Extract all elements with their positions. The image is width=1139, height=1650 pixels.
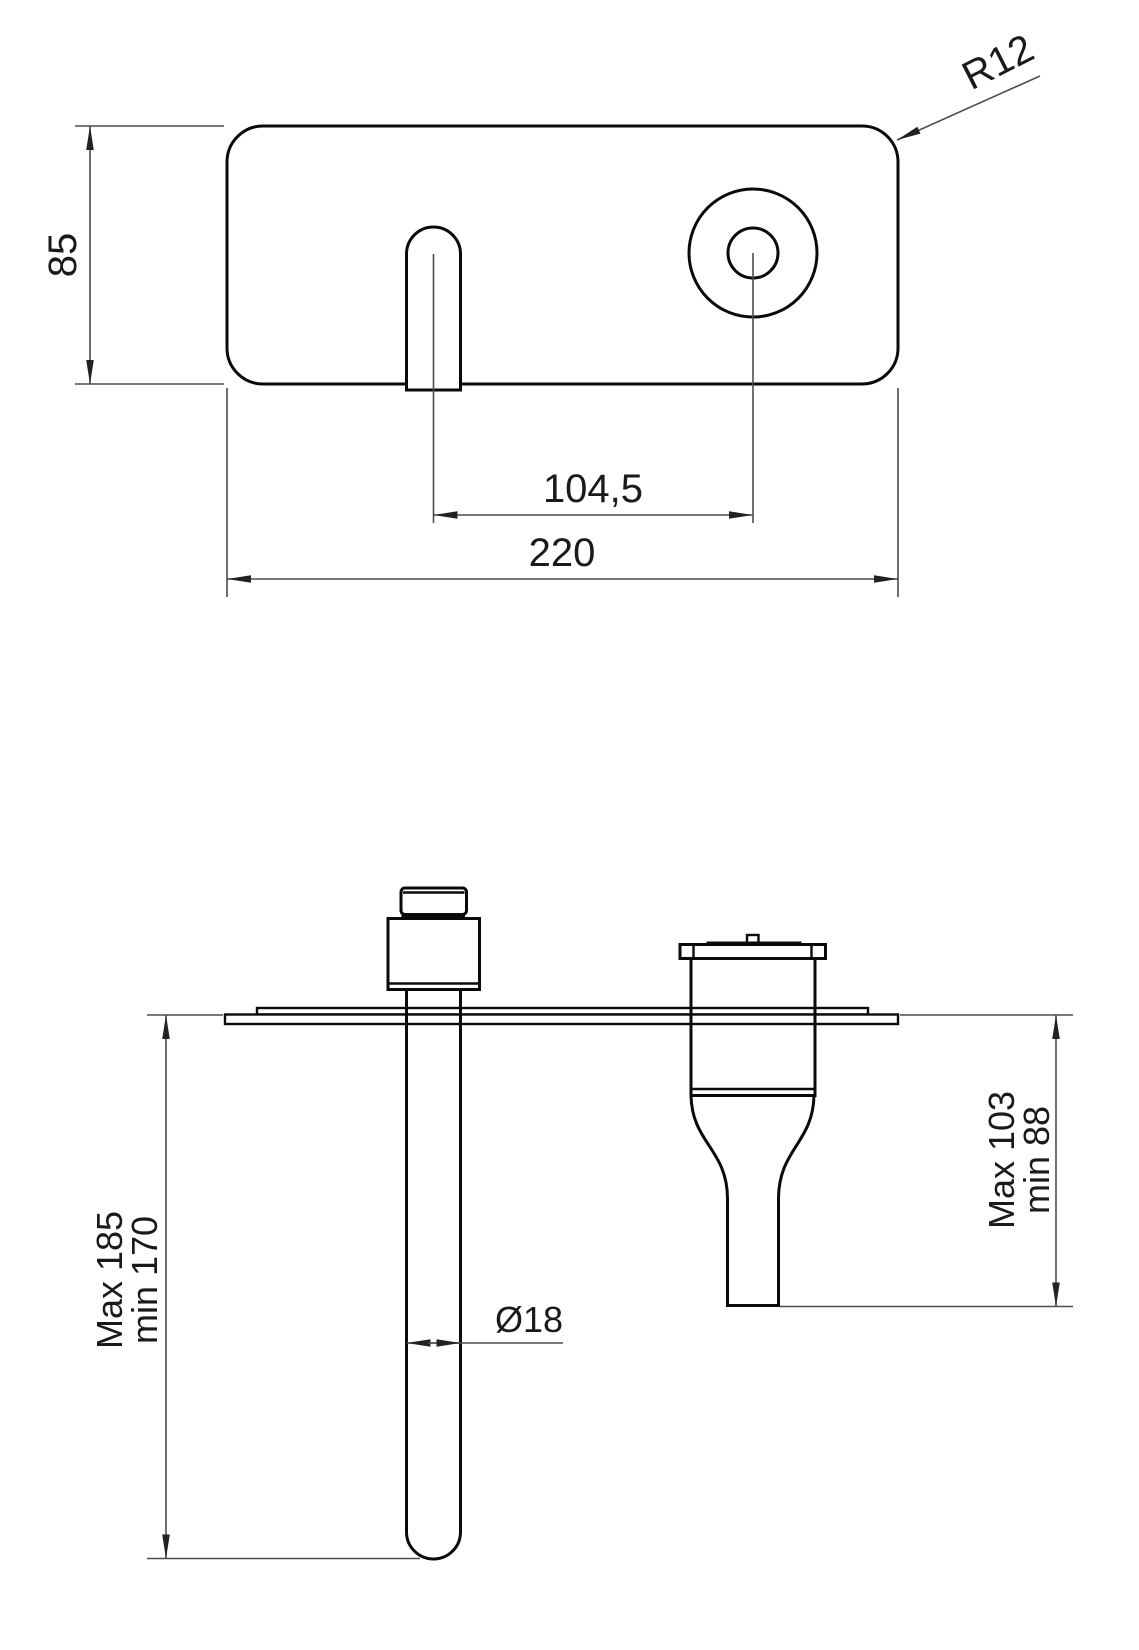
dim-label-spout-drop-max: Max 185 <box>89 1210 130 1350</box>
handle-cap <box>680 945 826 959</box>
dim-label-tube-diameter: Ø18 <box>494 1299 564 1340</box>
dim-label-handle-drop-max: Max 103 <box>981 1090 1022 1230</box>
top-view <box>41 26 1041 597</box>
spout-tube <box>407 990 461 1560</box>
handle-assembly <box>680 935 826 1306</box>
plate-outline <box>227 126 898 384</box>
dim-label-spout-drop-min: min 170 <box>124 1215 165 1345</box>
dim-label-plate-width: 220 <box>528 531 596 575</box>
handle-stem <box>691 1096 814 1306</box>
dim-label-handle-drop-min: min 88 <box>1016 1105 1057 1215</box>
dim-label-corner-radius: R12 <box>955 26 1041 99</box>
spout-body <box>388 919 480 990</box>
handle-body <box>691 959 815 1096</box>
plate-edge-lower <box>225 1015 898 1025</box>
spout-assembly <box>388 888 480 1559</box>
dim-label-spacing: 104,5 <box>542 467 644 511</box>
dim-label-plate-height: 85 <box>41 232 85 278</box>
side-view <box>89 888 1073 1559</box>
